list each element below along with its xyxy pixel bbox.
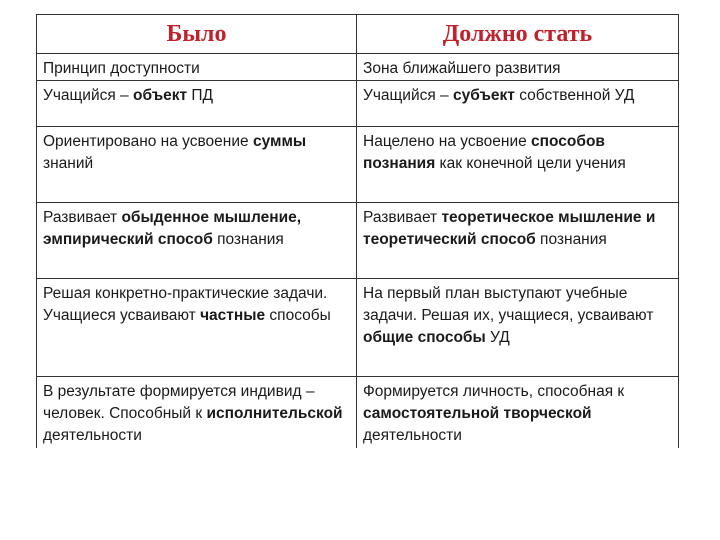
table-row bbox=[37, 377, 679, 449]
text-run: Развивает bbox=[43, 209, 122, 226]
cell-was bbox=[37, 203, 357, 279]
header-row bbox=[37, 15, 679, 54]
bold-text-run: способов познания bbox=[363, 133, 605, 172]
cell-should-become bbox=[357, 377, 679, 449]
text-run: познания bbox=[535, 231, 607, 248]
cell-was bbox=[37, 279, 357, 377]
text-run: Учащийся – bbox=[363, 87, 453, 104]
bold-text-run: частные bbox=[200, 307, 266, 324]
text-run: познания bbox=[212, 231, 284, 248]
cell-should-become bbox=[357, 81, 679, 127]
text-run: деятельности bbox=[43, 427, 142, 444]
cell-should-become bbox=[357, 127, 679, 203]
cell-should-become bbox=[357, 279, 679, 377]
text-run: В результате формируется индивид – человек. Способный к bbox=[43, 383, 315, 422]
text-run: Решая конкретно-практические задачи. Учащиеся усваивают bbox=[43, 285, 328, 324]
text-run: Зона ближайшего развития bbox=[363, 60, 561, 77]
text-run: деятельности bbox=[363, 427, 462, 444]
bold-text-run: суммы bbox=[252, 133, 307, 150]
text-run: Нацелено на усвоение bbox=[363, 133, 532, 150]
cell-should-become bbox=[357, 54, 679, 81]
cell-was bbox=[37, 377, 357, 449]
table-row bbox=[37, 279, 679, 377]
comparison-table-wrapper bbox=[36, 14, 678, 448]
text-run: Формируется личность, способная к bbox=[363, 383, 625, 400]
cell-was bbox=[37, 54, 357, 81]
text-run: Развивает bbox=[363, 209, 442, 226]
bold-text-run: общие способы bbox=[363, 329, 486, 346]
table-row bbox=[37, 81, 679, 127]
header-should-become: Должно стать bbox=[357, 15, 679, 54]
bold-text-run: самостоятельной творческой bbox=[363, 405, 592, 422]
header-was: Было bbox=[37, 15, 357, 54]
cell-should-become bbox=[357, 203, 679, 279]
table-row bbox=[37, 127, 679, 203]
text-run: Принцип доступности bbox=[43, 60, 200, 77]
bold-text-run: объект bbox=[133, 87, 188, 104]
table-row bbox=[37, 203, 679, 279]
text-run: УД bbox=[485, 329, 510, 346]
bold-text-run: субъект bbox=[453, 87, 515, 104]
text-run: как конечной цели учения bbox=[435, 155, 626, 172]
text-run: ПД bbox=[187, 87, 214, 104]
text-run: Учащийся – bbox=[43, 87, 133, 104]
text-run: знаний bbox=[43, 155, 94, 172]
bold-text-run: обыденное мышление, эмпирический способ bbox=[43, 209, 302, 248]
text-run: собственной УД bbox=[514, 87, 635, 104]
table-row bbox=[37, 54, 679, 81]
cell-was bbox=[37, 81, 357, 127]
text-run: На первый план выступают учебные задачи. Решая их, учащиеся, усваивают bbox=[363, 285, 654, 324]
text-run: Ориентировано на усвоение bbox=[43, 133, 253, 150]
text-run: способы bbox=[265, 307, 331, 324]
cell-was bbox=[37, 127, 357, 203]
bold-text-run: исполнительской bbox=[206, 405, 343, 422]
comparison-table bbox=[36, 14, 679, 448]
bold-text-run: теоретическое мышление и теоретический способ bbox=[363, 209, 656, 248]
